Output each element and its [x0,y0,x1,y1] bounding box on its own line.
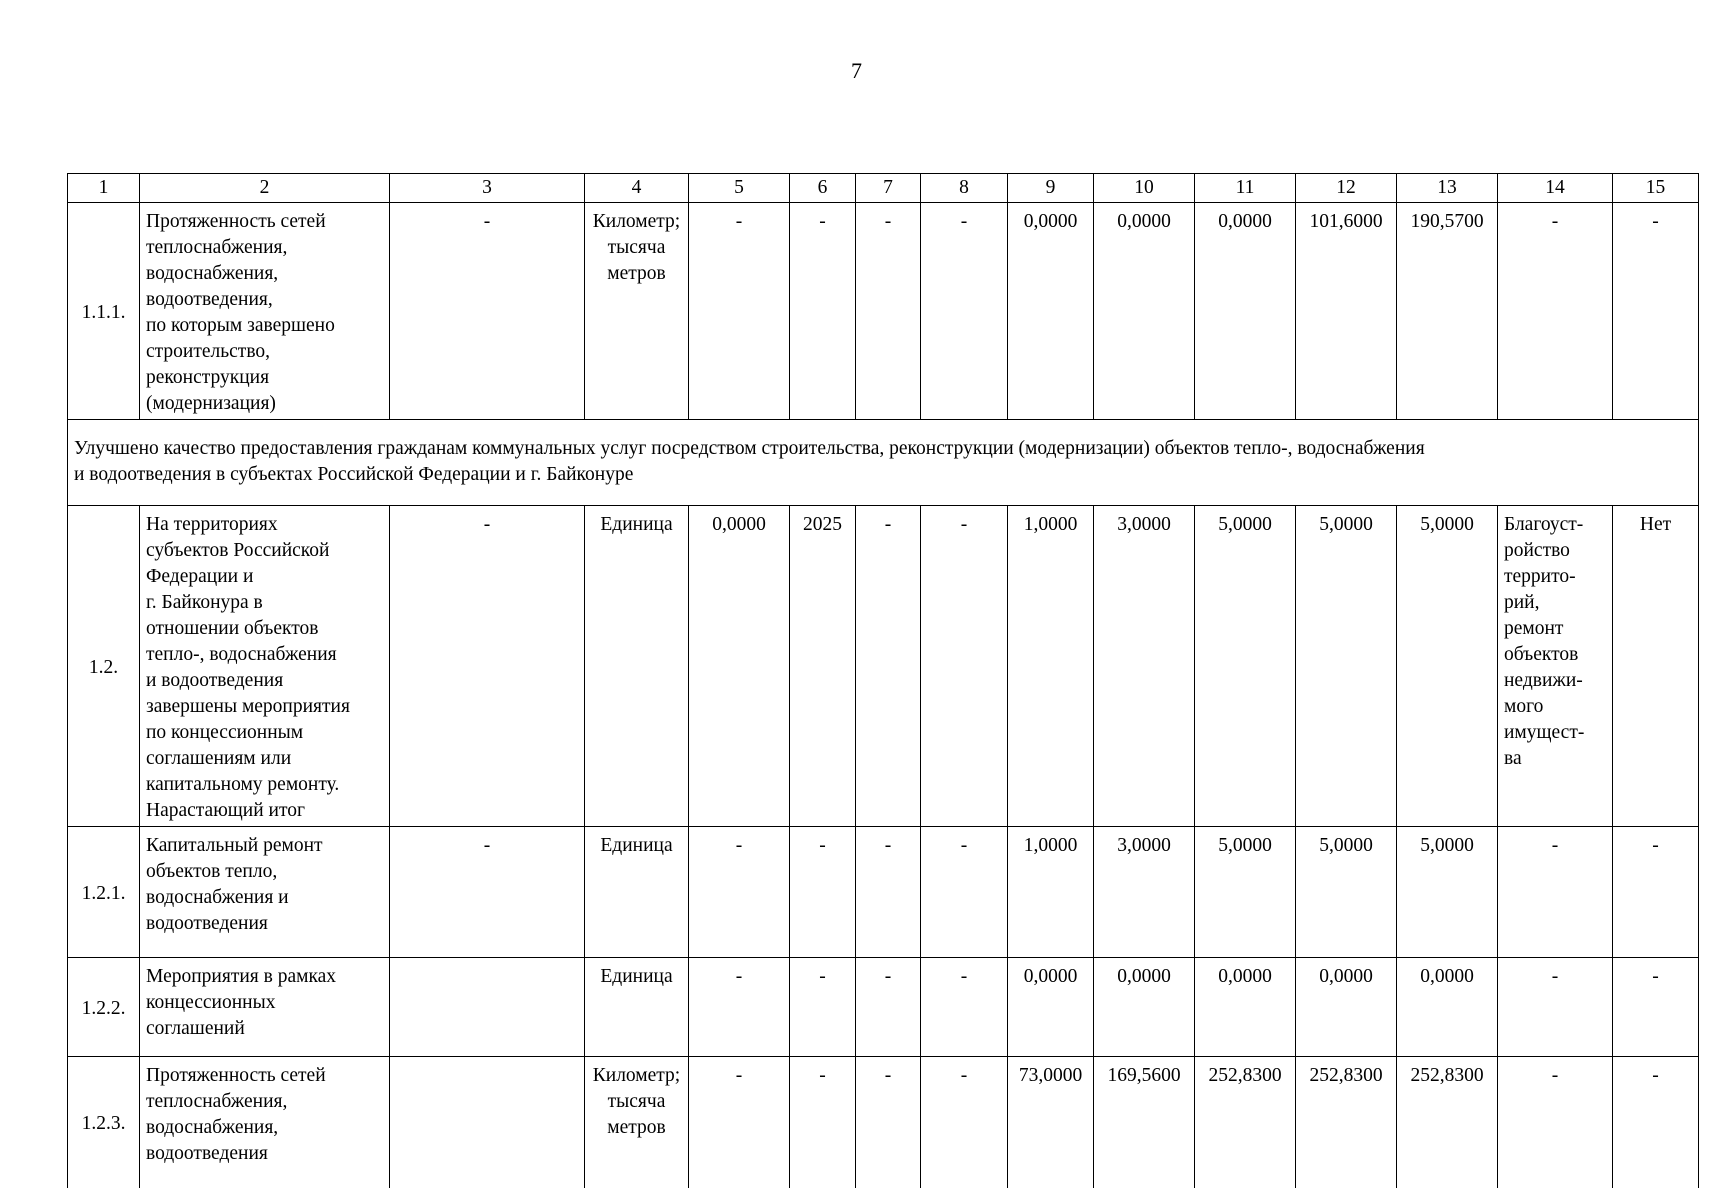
column-header: 1 [68,174,140,203]
table-row [68,958,1699,1057]
unit-cell: Единица [585,827,689,958]
indicator-name: На территориях субъектов Российской Федерации и г. Байконура в отношении объектов тепло-, водоснабжения и водоотведения завершены мероприятия по концессионным соглашениям или капитальному ремонту. Нарастающий итог [140,506,390,827]
table-cell: - [1498,1057,1613,1188]
section-row [68,420,1699,506]
table-cell: 5,0000 [1296,506,1397,827]
table-cell: - [790,827,856,958]
table-cell: - [921,203,1008,420]
table-cell: 1,0000 [1008,827,1094,958]
table-cell: - [790,203,856,420]
table-cell: 73,0000 [1008,1057,1094,1188]
table-cell: - [790,958,856,1057]
table-cell: Нет [1613,506,1699,827]
table-cell: 5,0000 [1195,506,1296,827]
table-row [68,203,1699,420]
column-header: 6 [790,174,856,203]
table-cell: 3,0000 [1094,506,1195,827]
table-cell: - [856,506,921,827]
page-number: 7 [851,58,862,83]
table-cell: 0,0000 [1094,958,1195,1057]
indicator-table [67,173,1699,1188]
row-number: 1.2.3. [68,1057,140,1188]
table-cell: - [1498,203,1613,420]
indicator-name: Протяженность сетей теплоснабжения, водоснабжения, водоотведения [140,1057,390,1188]
table-cell: 190,5700 [1397,203,1498,420]
column-header: 15 [1613,174,1699,203]
table-cell [390,958,585,1057]
table-row [68,506,1699,827]
column-header: 3 [390,174,585,203]
unit-cell: Километр; тысяча метров [585,203,689,420]
table-cell: - [1498,827,1613,958]
column-header: 7 [856,174,921,203]
column-header: 9 [1008,174,1094,203]
table-cell: - [921,827,1008,958]
table-cell: - [856,958,921,1057]
table-cell: - [689,203,790,420]
table-cell: - [1498,958,1613,1057]
table-cell [390,1057,585,1188]
table-cell: 0,0000 [1296,958,1397,1057]
table-cell: 0,0000 [689,506,790,827]
column-header: 2 [140,174,390,203]
table-cell: - [390,203,585,420]
table-cell: - [856,1057,921,1188]
table-row [68,1057,1699,1188]
column-header: 11 [1195,174,1296,203]
table-cell: 2025 [790,506,856,827]
table-cell: - [1613,827,1699,958]
table-cell: - [921,1057,1008,1188]
table-cell: - [921,958,1008,1057]
table-cell: 1,0000 [1008,506,1094,827]
table-cell: 101,6000 [1296,203,1397,420]
table-cell: 169,5600 [1094,1057,1195,1188]
column-header: 8 [921,174,1008,203]
table-cell: - [921,506,1008,827]
indicator-name: Мероприятия в рамках концессионных соглашений [140,958,390,1057]
column-header: 10 [1094,174,1195,203]
table-cell: - [390,506,585,827]
table-cell: 5,0000 [1397,827,1498,958]
indicator-name: Протяженность сетей теплоснабжения, водоснабжения, водоотведения, по которым завершено строительство, реконструкция (модернизация) [140,203,390,420]
unit-cell: Единица [585,506,689,827]
table-cell: - [689,1057,790,1188]
row-number: 1.1.1. [68,203,140,420]
column-header: 13 [1397,174,1498,203]
unit-cell: Единица [585,958,689,1057]
table-cell: - [856,203,921,420]
table-cell: 252,8300 [1397,1057,1498,1188]
table-cell: - [790,1057,856,1188]
table-cell: - [1613,958,1699,1057]
table-cell: 252,8300 [1195,1057,1296,1188]
table-cell: 0,0000 [1397,958,1498,1057]
table-cell: 0,0000 [1008,203,1094,420]
column-number-row [68,174,1699,203]
table-cell: 0,0000 [1195,958,1296,1057]
table-cell: - [689,958,790,1057]
table-cell: 0,0000 [1008,958,1094,1057]
column-header: 12 [1296,174,1397,203]
row-number: 1.2. [68,506,140,827]
table-cell: 5,0000 [1397,506,1498,827]
section-heading: Улучшено качество предоставления гражданам коммунальных услуг посредством строительства, реконструкции (модернизации) объектов тепло-, водоснабжения и водоотведения в субъектах Российской Федерации и г. Байконуре [68,420,1699,506]
table-cell: - [1613,203,1699,420]
row-number: 1.2.2. [68,958,140,1057]
table-cell: 0,0000 [1094,203,1195,420]
column-header: 14 [1498,174,1613,203]
table-cell: 5,0000 [1296,827,1397,958]
row-number: 1.2.1. [68,827,140,958]
indicator-name: Капитальный ремонт объектов тепло, водоснабжения и водоотведения [140,827,390,958]
table-cell: 5,0000 [1195,827,1296,958]
table-cell: 0,0000 [1195,203,1296,420]
table-row [68,827,1699,958]
table-cell: - [856,827,921,958]
table-cell: - [689,827,790,958]
note-cell: Благоуст- ройство террито- рий, ремонт объектов недвижи- мого имущест- ва [1498,506,1613,827]
column-header: 4 [585,174,689,203]
table-cell: 3,0000 [1094,827,1195,958]
table-cell: 252,8300 [1296,1057,1397,1188]
table-cell: - [390,827,585,958]
table-cell: - [1613,1057,1699,1188]
unit-cell: Километр; тысяча метров [585,1057,689,1188]
column-header: 5 [689,174,790,203]
